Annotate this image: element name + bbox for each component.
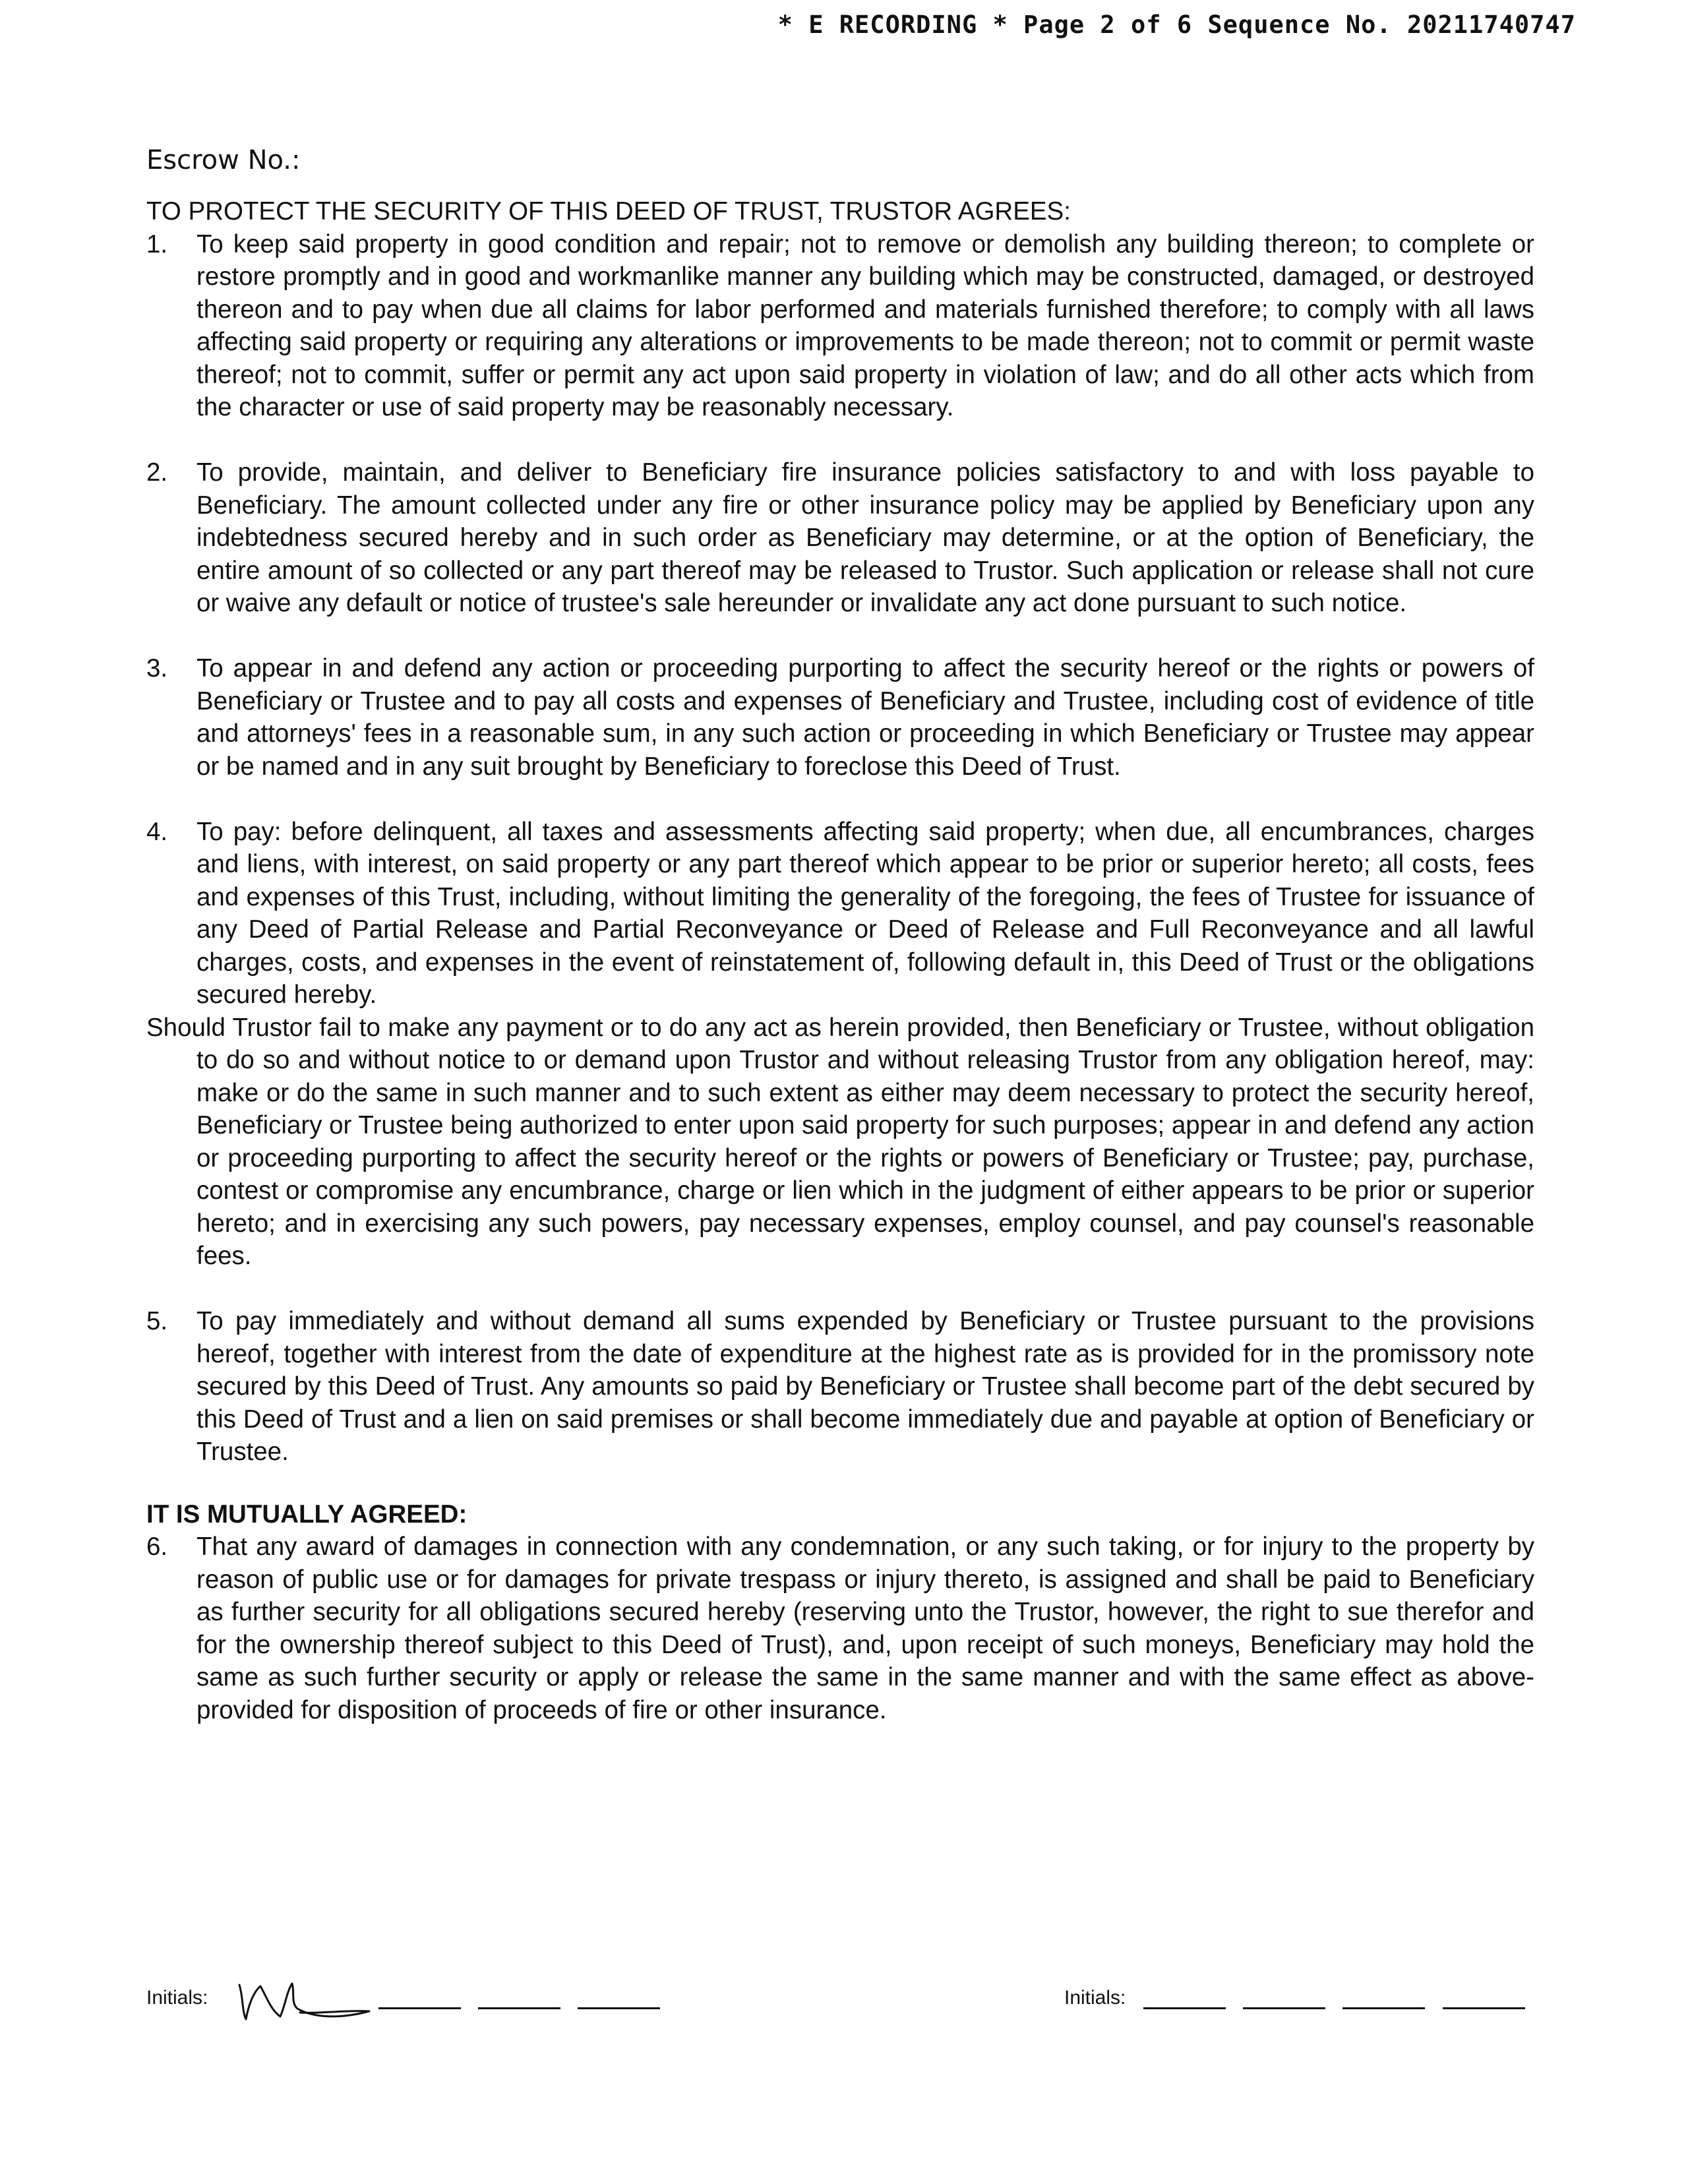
clause-2 <box>146 456 1534 620</box>
clause-number: 3. <box>146 654 168 682</box>
initials-blank <box>1243 1985 1325 2009</box>
mutually-agreed-heading: IT IS MUTUALLY AGREED: <box>146 1500 467 1529</box>
clause-1 <box>146 228 1534 424</box>
clause-5 <box>146 1305 1534 1469</box>
initials-blank <box>578 1985 660 2009</box>
initials-right <box>1064 1985 1525 2009</box>
initials-left <box>146 1985 660 2009</box>
signature-initials <box>234 1972 379 2031</box>
initials-blank <box>1342 1985 1425 2009</box>
clause-text: To pay: before delinquent, all taxes and assessments affecting said property; when due, all encumbrances, charges and liens, with interest, on said property or any part thereof which appear to be prior or superior hereto; all costs, fees and expenses of this Trust, including, without limiting the generality of the foregoing, the fees of Trustee for issuance of any Deed of Partial Release and Partial Reconveyance or Deed of Release and Full Reconveyance and all lawful charges, costs, and expenses in the event of reinstatement of, following default in, this Deed of Trust or the obligations secured hereby. <box>196 817 1534 1009</box>
clause-text: To provide, maintain, and deliver to Beneficiary fire insurance policies satisfactory to and with loss payable to Beneficiary. The amount collected under any fire or other insurance policy may be applied by Beneficiary upon any indebtedness secured hereby and in such order as Beneficiary may determine, or at the option of Beneficiary, the entire amount of so collected or any part thereof may be released to Trustor. Such application or release shall not cure or waive any default or notice of trustee's sale hereunder or invalidate any act done pursuant to such notice. <box>196 458 1534 617</box>
clause-number: 4. <box>146 817 168 846</box>
clause-6 <box>146 1531 1534 1726</box>
clause-text: To pay immediately and without demand all sums expended by Beneficiary or Trustee pursuant to the provisions hereof, together with interest from the date of expenditure at the highest rate as is provided for in the promissory note secured by this Deed of Trust. Any amounts so paid by Beneficiary or Trustee shall become part of the debt secured by this Deed of Trust and a lien on said premises or shall become immediately due and payable at option of Beneficiary or Trustee. <box>196 1307 1534 1466</box>
initials-blank <box>1443 1985 1525 2009</box>
clause-number: 5. <box>146 1307 168 1335</box>
document-body <box>146 144 1534 1726</box>
initials-label: Initials: <box>146 1987 208 2009</box>
clause-text: To appear in and defend any action or proceeding purporting to affect the security hereof or the rights or powers of Beneficiary or Trustee and to pay all costs and expenses of Beneficiary and Trustee, including cost of evidence of title and attorneys' fees in a reasonable sum, in any such action or proceeding in which Beneficiary or Trustee may appear or be named and in any suit brought by Beneficiary to foreclose this Deed of Trust. <box>196 654 1534 781</box>
escrow-label: Escrow No.: <box>146 145 301 175</box>
intro-heading: TO PROTECT THE SECURITY OF THIS DEED OF TRUST, TRUSTOR AGREES: <box>146 197 1071 226</box>
initials-blank <box>478 1985 560 2009</box>
initials-blank <box>378 1985 461 2009</box>
clause-number: 6. <box>146 1532 168 1561</box>
initials-blank <box>1143 1985 1226 2009</box>
clause-number: 2. <box>146 458 168 487</box>
clause-3 <box>146 652 1534 783</box>
initials-label: Initials: <box>1064 1987 1126 2009</box>
clause-text: That any award of damages in connection with any condemnation, or any such taking, or for injury to the property by reason of public use or for damages for private trespass or injury thereto, is assigned and shall be paid to Beneficiary as further security for all obligations secured hereby (reserving unto the Trustor, however, the right to sue therefor and for the ownership thereof subject to this Deed of Trust), and, upon receipt of such moneys, Beneficiary may hold the same as such further security or apply or release the same in the same manner and with the same effect as above-provided for disposition of proceeds of fire or other insurance. <box>196 1532 1534 1724</box>
clause-4 <box>146 816 1534 1012</box>
recording-header: * E RECORDING * Page 2 of 6 Sequence No. 20211740747 <box>777 11 1576 39</box>
clause-text: To keep said property in good condition and repair; not to remove or demolish any building thereon; to complete or restore promptly and in good and workmanlike manner any building which may be constructed, damaged, or destroyed thereon and to pay when due all claims for labor performed and materials furnished therefore; to comply with all laws affecting said property or requiring any alterations or improvements to be made thereon; not to commit or permit waste thereof; not to commit, suffer or permit any act upon said property in violation of law; and do all other acts which from the character or use of said property may be reasonably necessary. <box>196 229 1534 421</box>
clause-number: 1. <box>146 229 168 258</box>
should-trustor-paragraph: Should Trustor fail to make any payment or to do any act as herein provided, then Beneficiary or Trustee, without obligation to do so and without notice to or demand upon Trustor and without releasing Trustor from any obligation hereof, may: make or do the same in such manner and to such extent as either may deem necessary to protect the security hereof, Beneficiary or Trustee being authorized to enter upon said property for such purposes; appear in and defend any action or proceeding purporting to affect the security hereof or the rights or powers of Beneficiary or Trustee; pay, purchase, contest or compromise any encumbrance, charge or lien which in the judgment of either appears to be prior or superior hereto; and in exercising any such powers, pay necessary expenses, employ counsel, and pay counsel's reasonable fees. <box>146 1013 1534 1270</box>
